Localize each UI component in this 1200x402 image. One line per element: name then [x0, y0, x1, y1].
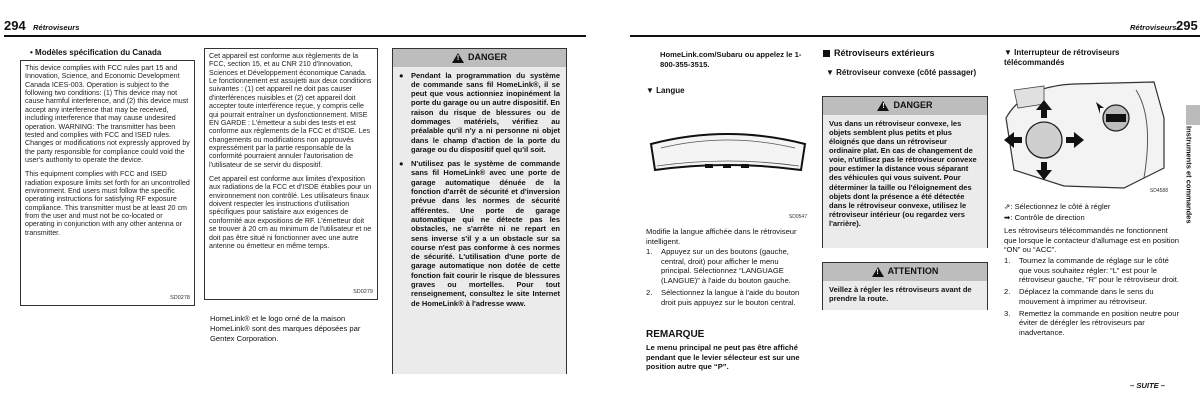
switch-intro: Les rétroviseurs télécommandés ne fonctionnent que lorsque le contacteur d'allumage est en position “ON” ou “ACC”.	[1004, 226, 1179, 255]
langue-intro: Modifie la langue affichée dans le rétroviseur intelligent.	[646, 227, 797, 246]
mirror-switch-illustration	[1004, 78, 1170, 196]
danger-box-left	[392, 48, 567, 374]
remarque-heading: REMARQUE	[646, 329, 705, 340]
french-legal-box	[204, 48, 378, 300]
attention-box	[822, 262, 988, 310]
page-number-left: 294	[4, 18, 26, 33]
canada-legal-box	[20, 60, 195, 306]
switch-steps	[1004, 256, 1180, 340]
rearview-mirror-illustration	[645, 100, 810, 222]
remarque-text: Le menu principal ne peut pas être affiché pendant que le levier sélecteur est sur une position autre que “P”.	[646, 343, 800, 372]
attention-title: ATTENTION	[887, 266, 939, 276]
figure-ref: SD4588	[1149, 188, 1168, 194]
square-bullet-icon	[823, 50, 830, 57]
switch-heading: ▼ Interrupteur de rétroviseurs télécommandés	[1004, 48, 1120, 68]
running-head-right: Rétroviseurs	[1130, 23, 1177, 32]
direction-arrow-icon: ➡	[1004, 213, 1011, 222]
list-item: 2. Déplacez la commande dans le sens du mouvement à imprimer au rétroviseur.	[1004, 287, 1154, 306]
select-side-arrow-icon: ⇗	[1004, 202, 1011, 211]
danger-bullet: ● N'utilisez pas le système de commande sans fil HomeLink® avec une porte de garage automatique dénuée de la fonction d'arrêt de sécurité et d'inversion prévue dans les normes de sécurité afférentes. Une porte de garage automatique qui ne détecte pas les obstacles, ne s'arrête ni ne repart en sens inverse s'il y a un obstacle sur sa course n'est pas conforme à ces normes de sécurité. L'utilisation d'une porte de garage automatique non dotée de cette fonction fait courir le risque de blessures graves ou mortelles. Pour tout renseignement, consultez le site Internet de HomeLink® à l'adresse www.	[399, 159, 560, 308]
figure-ref: SD0279	[353, 288, 373, 295]
langue-steps	[646, 247, 810, 309]
list-item: 1. Appuyez sur un des boutons (gauche, central, droit) pour afficher le menu principal. Sélectionnez “LANGUAGE (LANGUE)” à l'aide du bouton gauche.	[646, 247, 791, 286]
danger-text: Vus dans un rétroviseur convexe, les objets semblent plus petits et plus éloignés que dans un rétroviseur ordinaire plat. En cas de changement de voie, n'utilisez pas le rétroviseur convexe pour estimer la distance vous séparant des véhicules qui vous suivent. Pour déterminer la taille ou l'éloignement des objets dont la présence a été détectée dans le rétroviseur convexe, utilisez le rétroviseur intérieur (ou regardez vers l'arrière).	[829, 118, 977, 229]
running-head-left: Rétroviseurs	[33, 23, 80, 32]
danger-header	[823, 97, 987, 115]
danger-header	[393, 49, 566, 67]
list-item: 3. Remettez la commande en position neutre pour éviter de dérégler les rétroviseurs par inadvertance.	[1004, 308, 1179, 338]
warning-triangle-icon: !	[872, 267, 884, 277]
french-legal-para: Cet appareil est conforme aux règlements de la FCC, section 15, et au CNR 210 d'Innovation, Sciences et Développement économique Canada. Le fonctionnement est assujetti aux deux conditions suivantes : (1) cet appareil ne doit pas causer d'interférences nuisibles et (2) cet appareil doit accepter toute interférence reçue, y compris celle qui pourrait entraîner un dysfonctionnement. MISE EN GARDE : L'émetteur a subi des tests et est conforme aux règlements de la FCC et d'ISDE. Les changements ou modifications non approuvés expressément par la partie responsable de la conformité pourraient annuler l'autorisation de l'utilisateur de se servir du dispositif.	[209, 52, 372, 169]
list-item: 1. Tournez la commande de réglage sur le côté que vous souhaitez régler: “L” est pour le rétroviseur gauche, “R” pour le rétroviseur droit.	[1004, 256, 1179, 285]
figure-ref: SD0547	[788, 214, 807, 220]
warning-triangle-icon: !	[452, 53, 464, 63]
header-rule-left	[4, 35, 586, 37]
french-legal-para: Cet appareil est conforme aux limites d'exposition aux radiations de la FCC et d'ISDE établies pour un environnement non contrôlé. Les utilisateurs finaux doivent respecter les instructions d'utilisation spécifiques pour satisfaire aux exigences de conformité aux expositions de RF. L'émetteur doit se trouver à 20 cm au minimum de l'utilisateur et ne doit pas être situé ni fonctionner avec une autre antenne ou émetteur en même temps.	[209, 175, 372, 250]
langue-heading: ▼ Langue	[646, 86, 685, 95]
canada-legal-para: This equipment complies with FCC and ISED radiation exposure limits set forth for an uncontrolled environment. End users must follow the specific operating instructions for satisfying RF exposure compliance. This transmitter must be at least 20 cm from the user and must not be co-located or operating in conjunction with any other antenna or transmitter.	[25, 170, 190, 237]
attention-header	[823, 263, 987, 281]
ext-heading: Rétroviseurs extérieurs	[823, 48, 935, 60]
attention-text: Veillez à régler les rétroviseurs avant de prendre la route.	[829, 284, 972, 304]
homelink-trademark-note: HomeLink® et le logo orné de la maison HomeLink® sont des marques déposées par Gentex Corporation.	[210, 314, 361, 343]
side-tab-label: Instruments et commandes	[1184, 126, 1194, 224]
figure-ref: SD0278	[170, 294, 190, 301]
danger-title: DANGER	[467, 52, 507, 62]
warning-triangle-icon: !	[877, 101, 889, 111]
page-number-right: 295	[1176, 18, 1198, 33]
section-tab-marker	[1186, 105, 1200, 125]
danger-bullet: ● Pendant la programmation du système de commande sans fil HomeLink®, il se peut que vous actionniez inopinément la porte du garage ou un autre dispositif. En raison du risque de blessures ou de dommages matériels, vérifiez au préalable qu'il n'y a ni personne ni objet dans le champ d'action de la porte du garage ou du dispositif quel qu'il soit.	[399, 70, 560, 154]
homelink-url: HomeLink.com/Subaru ou appelez le 1-800-355-3515.	[660, 50, 802, 69]
canada-legal-para: This device complies with FCC rules part 15 and Innovation, Science, and Economic Development Canada ICES-003. Operation is subject to the following two conditions: (1) This device may not cause harmful interference, and (2) this device must accept any interference that may be received, including interference that may cause undesired operation. WARNING: The transmitter has been tested and complies with FCC and ISED rules. Changes or modifications not expressly approved by the party responsible for compliance could void the user's authority to operate the device.	[25, 64, 190, 164]
mirror-figure	[645, 100, 810, 222]
mirror-switch-figure	[1004, 78, 1170, 196]
switch-legend-select: ⇗: Sélectionnez le côté à régler	[1004, 202, 1111, 211]
danger-title: DANGER	[893, 100, 933, 110]
danger-box-right	[822, 96, 988, 248]
suite-label: – SUITE –	[1130, 381, 1166, 390]
header-rule-right	[630, 35, 1200, 37]
canada-heading: • Modèles spécification du Canada	[30, 48, 162, 57]
switch-legend-direction: ➡: Contrôle de direction	[1004, 213, 1085, 222]
list-item: 2. Sélectionnez la langue à l'aide du bouton droit puis appuyez sur le bouton central.	[646, 287, 800, 307]
convex-heading: ▼ Rétroviseur convexe (côté passager)	[826, 68, 977, 77]
